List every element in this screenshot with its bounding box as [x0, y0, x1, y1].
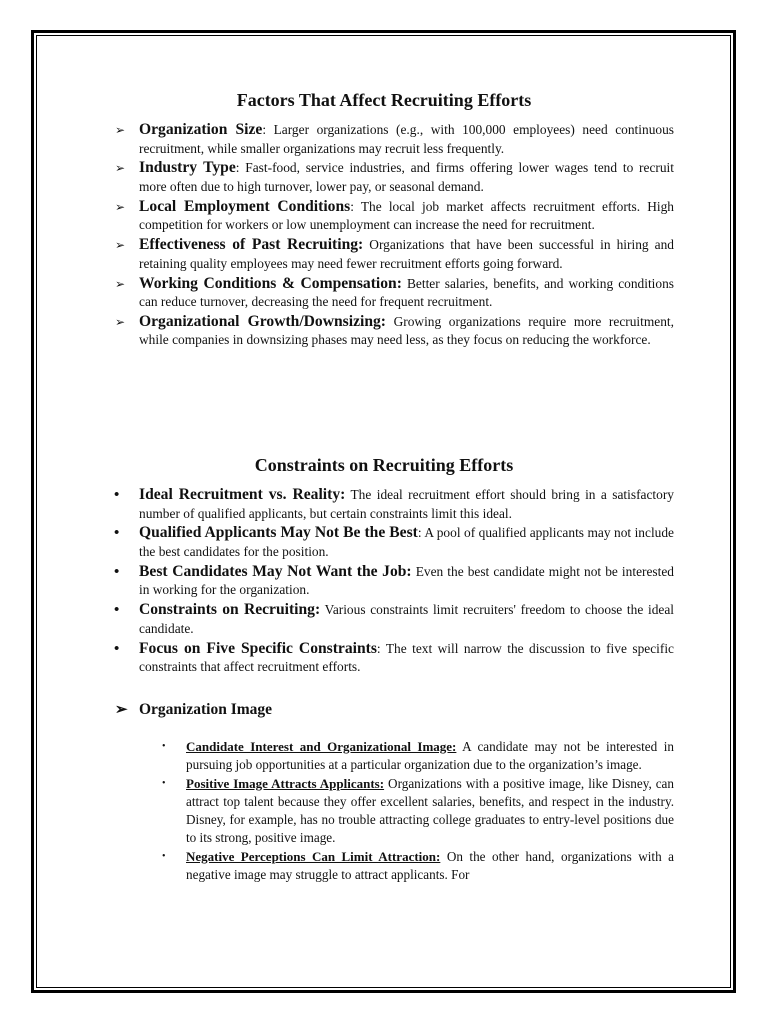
item-separator: : [350, 198, 354, 214]
list-item [115, 274, 674, 312]
constraints-list [114, 486, 675, 678]
arrow-bullet-icon: ➢ [115, 199, 126, 214]
bullet-dot-icon: • [162, 777, 166, 789]
list-item [115, 197, 674, 235]
item-term: Working Conditions & Compensation: [139, 274, 402, 292]
arrow-bullet-icon: ➢ [115, 238, 126, 253]
item-text: On the other hand, organizations with a negative image may struggle to attract applicants. For [186, 848, 674, 883]
section-title-constraints: Constraints on Recruiting Efforts [254, 455, 514, 475]
item-text: Various constraints limit recruiters' freedom to choose the ideal candidate. [139, 602, 674, 636]
list-item [114, 639, 674, 677]
arrow-bullet-icon: ➢ [115, 123, 126, 137]
item-text: A candidate may not be interested in pursuing job opportunities at a particular organization due to the organization’s image. [186, 739, 674, 773]
list-item [162, 775, 675, 848]
bullet-dot-icon: • [162, 850, 166, 862]
item-separator: : [262, 122, 267, 137]
item-term: Negative Perceptions Can Limit Attraction: [186, 848, 441, 864]
bullet-dot-icon: • [114, 487, 120, 503]
item-term: Focus on Five Specific Constraints [139, 639, 377, 657]
item-term: Best Candidates May Not Want the Job: [139, 562, 412, 580]
bullet-dot-icon: • [114, 640, 120, 657]
arrow-bullet-icon: ➢ [115, 702, 128, 718]
list-item [114, 524, 674, 561]
list-item [114, 562, 674, 600]
arrow-bullet-icon: ➢ [115, 276, 126, 291]
arrow-bullet-icon: ➢ [115, 161, 126, 176]
item-term: Organization Size [139, 121, 263, 138]
item-text: Growing organizations require more recruitment, while companies in downsizing phases may need less, as they focus on reducing the workforce. [139, 313, 674, 348]
list-item [162, 848, 674, 885]
list-item [162, 738, 674, 775]
item-term: Ideal Recruitment vs. Reality: [139, 486, 346, 503]
item-separator: : [417, 525, 422, 541]
bullet-dot-icon: • [114, 525, 120, 542]
item-text: Fast-food, service industries, and firms offering lower wages tend to recruit more often due to high turnover, lower pay, or seasonal demand. [139, 160, 674, 194]
subsection-heading-text: Organization Image [139, 701, 273, 718]
item-term: Industry Type [139, 159, 236, 177]
item-text: The ideal recruitment effort should bring in a satisfactory number of qualified applicants, but certain constraints limit this ideal. [139, 487, 675, 521]
list-item [115, 159, 674, 196]
organization-image-list [162, 738, 675, 884]
item-text: Better salaries, benefits, and working conditions can reduce turnover, decreasing the need for frequent recruitment. [139, 275, 674, 310]
item-text: Organizations that have been successful in hiring and retaining quality employees may need fewer recruitment efforts going forward. [139, 237, 674, 271]
item-term: Constraints on Recruiting: [139, 601, 321, 619]
list-item [115, 236, 674, 273]
arrow-bullet-icon: ➢ [115, 314, 126, 329]
item-separator: : [376, 640, 381, 656]
item-separator: : [235, 160, 240, 176]
factors-list [115, 121, 674, 351]
item-term: Positive Image Attracts Applicants: [186, 775, 385, 791]
bullet-dot-icon: • [162, 741, 166, 752]
list-item [115, 312, 674, 350]
item-term: Local Employment Conditions [139, 197, 351, 215]
item-term: Qualified Applicants May Not Be the Best [139, 524, 418, 542]
item-term: Candidate Interest and Organizational Image: [186, 739, 457, 754]
bullet-dot-icon: • [114, 563, 120, 580]
item-text: The local job market affects recruitment efforts. High competition for workers or low unemployment can increase the need for recruitment. [139, 198, 674, 233]
list-item [114, 601, 674, 638]
item-text: A pool of qualified applicants may not include the best candidates for the position. [139, 525, 674, 559]
section-title-factors: Factors That Affect Recruiting Efforts [236, 90, 532, 110]
subsection-heading-organization-image [115, 700, 272, 719]
item-text: The text will narrow the discussion to five specific constraints that affect recruitment efforts. [139, 640, 674, 675]
list-item [115, 121, 674, 158]
item-text: Even the best candidate might not be interested in working for the organization. [139, 563, 674, 598]
item-text: Organizations with a positive image, like Disney, can attract top talent because they offer excellent salaries, benefits, and respect in the industry. Disney, for example, has no trouble attracting college graduates to entry-level positions due to its strong, positive image. [186, 775, 675, 846]
bullet-dot-icon: • [114, 602, 120, 619]
item-text: Larger organizations (e.g., with 100,000 employees) need continuous recruitment, while smaller organizations may recruit less frequently. [139, 122, 674, 156]
item-term: Effectiveness of Past Recruiting: [139, 236, 364, 254]
item-term: Organizational Growth/Downsizing: [139, 312, 386, 330]
list-item [114, 486, 675, 523]
